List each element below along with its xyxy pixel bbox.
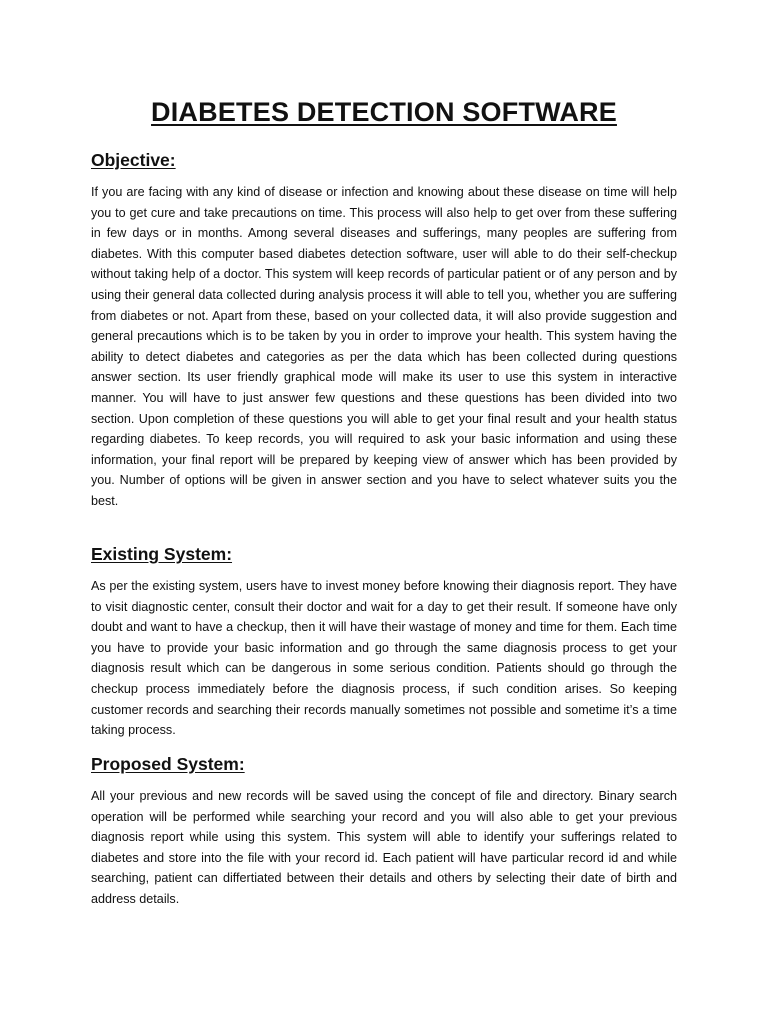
section-heading-objective: Objective: (91, 150, 176, 170)
section-body-proposed-system: All your previous and new records will be saved using the concept of file and directory. Binary search operation will be performed while searching your record and you will also able to get your previous diagnosis report while using this system. This system will able to identify your sufferings related to diabetes and store into the file with your record id. Each patient will have particular record id and while searching, patient can differtiated between their details and others by selecting their date of birth and address details. (91, 789, 677, 906)
section-body-objective: If you are facing with any kind of disease or infection and knowing about these disease on time will help you to get cure and take precautions on time. This process will also help to get over from these suffering in few days or in months. Among several diseases and sufferings, many peoples are suffering from diabetes. With this computer based diabetes detection software, user will able to do their self-checkup without taking help of a doctor. This system will keep records of particular patient or of any person and by using their general data collected during analysis process it will able to tell you, whether you are suffering from diabetes or not. Apart from these, based on your collected data, it will also provide suggestion and general precautions which is to be taken by you in order to improve your health. This system having the ability to detect diabetes and categories as per the data which has been collected during questions answer section. Its user friendly graphical mode will make its user to use this system in interactive manner. You will have to just answer few questions and these questions has been divided into two section. Upon completion of these questions you will able to get your final result and your health status regarding diabetes. To keep records, you will required to ask your basic information and using these information, your final report will be prepared by keeping view of answer which has been provided by you. Number of options will be given in answer section and you have to select whatever suits you the best. (91, 185, 677, 508)
section-proposed-system (91, 752, 677, 910)
section-objective (91, 148, 677, 512)
document-title: DIABETES DETECTION SOFTWARE (151, 97, 617, 127)
section-heading-existing-system: Existing System: (91, 544, 233, 564)
section-heading-proposed-system: Proposed System: (91, 754, 245, 774)
section-body-existing-system: As per the existing system, users have to invest money before knowing their diagnosis report. They have to visit diagnostic center, consult their doctor and wait for a day to get their result. If someone have only doubt and want to have a checkup, then it will have their wastage of money and time for them. Each time you have to provide your basic information and go through the same diagnosis process to get your diagnosis result which can be dangerous in some serious condition. Patients should go through the checkup process immediately before the diagnosis process, if such condition arises. So keeping customer records and searching their records manually sometimes not possible and sometime it’s a time taking process. (91, 579, 677, 738)
section-existing-system (91, 542, 677, 741)
